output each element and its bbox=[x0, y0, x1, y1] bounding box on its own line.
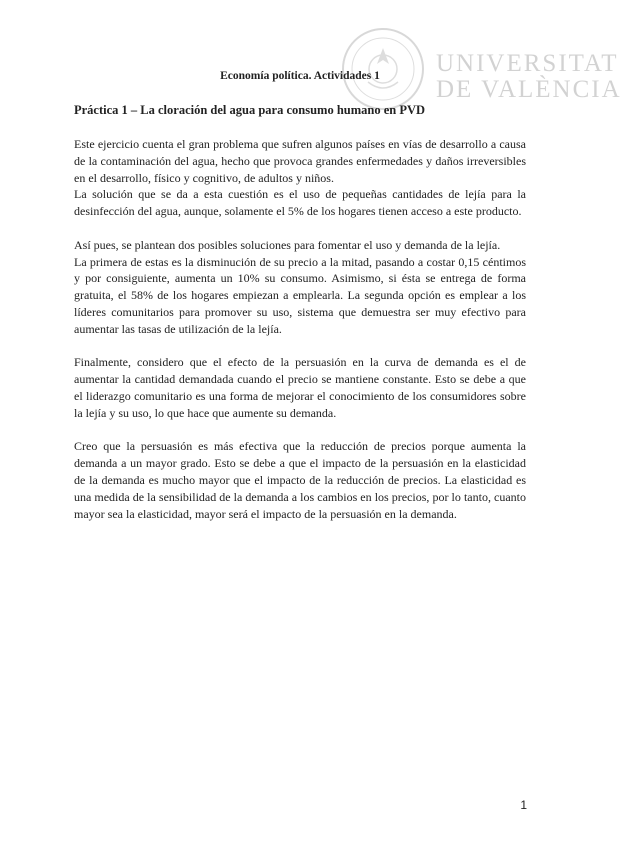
page-number: 1 bbox=[520, 798, 527, 812]
paragraph: Así pues, se plantean dos posibles soluciones para fomentar el uso y demanda de la lejía. bbox=[74, 237, 501, 252]
document-title: Economía política. Actividades 1 bbox=[220, 70, 380, 82]
paragraph: La primera de estas es la disminución de su precio a la mitad, pasando a costar 0,15 céntimos y por consiguiente, aumenta un 10% su consumo. Asimismo, si ésta se entrega de forma gratuita, el 58% de los hogares empiezan a emplearla. La segunda opción es emplear a los líderes comunitarios para promover su uso, sistema que demuestra ser muy efectivo para aumentar las tasas de utilización de la lejía. bbox=[74, 254, 526, 336]
document-body bbox=[74, 136, 526, 522]
section-title: Práctica 1 – La cloración del agua para consumo humano en PVD bbox=[74, 103, 426, 117]
paragraph: La solución que se da a esta cuestión es el uso de pequeñas cantidades de lejía para la desinfección del agua, aunque, solamente el 5% de los hogares tienen acceso a este producto. bbox=[74, 187, 526, 219]
university-seal-icon bbox=[338, 24, 428, 114]
paragraph: Creo que la persuasión es más efectiva que la reducción de precios porque aumenta la demanda a un mayor grado. Esto se debe a que el impacto de la persuasión en la elasticidad de la demanda es mucho mayor que el impacto de la reducción de precios. La elasticidad es una medida de la sensibilidad de la demanda a los cambios en los precios, por lo tanto, cuanto mayor sea la elasticidad, mayor será el impacto de la persuasión en la demanda. bbox=[74, 439, 526, 521]
paragraph: Este ejercicio cuenta el gran problema que sufren algunos países en vías de desarrollo a causa de la contaminación del agua, hecho que provoca grandes enfermedades y daños irreversibles en el desarrollo, físico y cognitivo, de adultos y niños. bbox=[74, 137, 526, 185]
university-logo-line1: UNIVERSITAT bbox=[436, 50, 619, 77]
paragraph: Finalmente, considero que el efecto de la persuasión en la curva de demanda es el de aumentar la cantidad demandada cuando el precio se mantiene constante. Esto se debe a que el liderazgo comunitario es una forma de mejorar el conocimiento de los consumidores sobre la lejía y su uso, lo que hace que aumente su demanda. bbox=[74, 355, 526, 420]
university-logo bbox=[338, 24, 622, 114]
university-logo-line2: DE VALÈNCIA bbox=[436, 76, 622, 103]
